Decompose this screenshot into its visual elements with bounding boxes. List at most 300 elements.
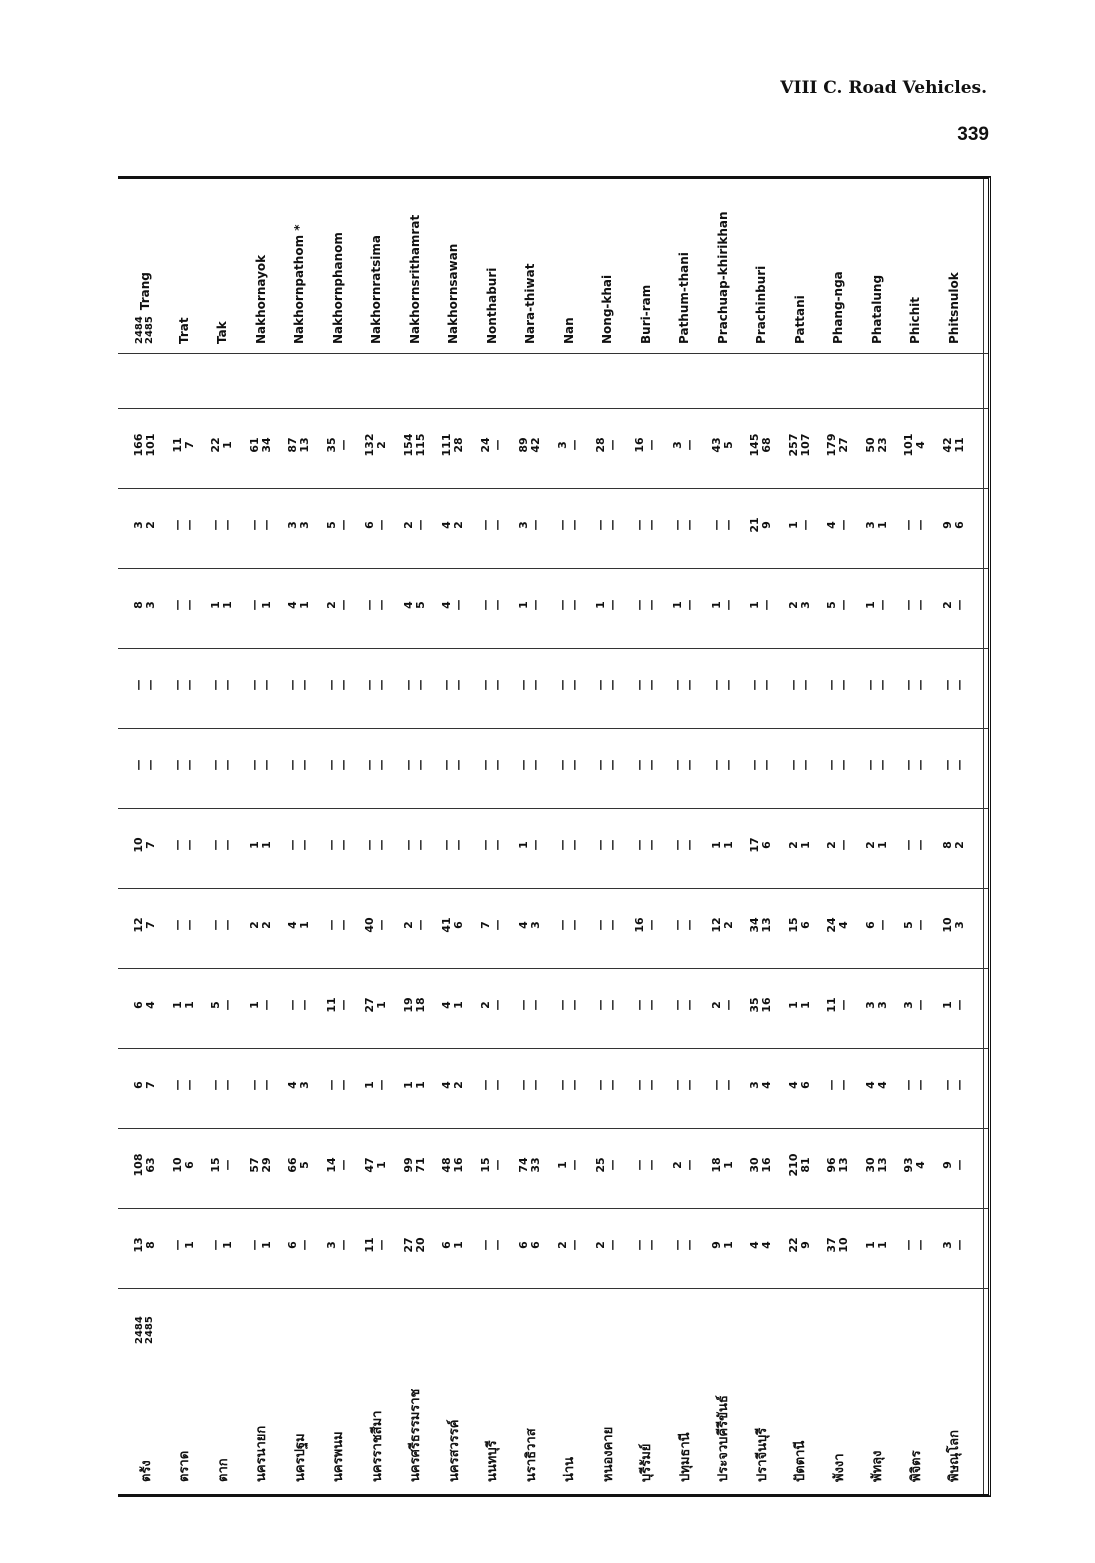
value-cell: 21 9	[748, 517, 774, 533]
value-cell: 4 —	[825, 519, 851, 531]
table-row	[319, 179, 358, 1494]
value-cell: — —	[555, 1079, 581, 1091]
value-cell: 2 2	[247, 921, 273, 929]
province-english-label: Nakhornphanom	[330, 232, 345, 344]
value-cell: 4 4	[863, 1081, 889, 1089]
province-thai-name: ตรัง	[138, 1460, 154, 1482]
value-cell: — —	[632, 599, 658, 611]
value-cell: — —	[478, 1239, 504, 1251]
value-cell: — —	[209, 519, 235, 531]
value-cell: — —	[902, 1239, 928, 1251]
value-cell: — —	[825, 1079, 851, 1091]
value-cell: 13 8	[132, 1237, 158, 1253]
value-cell: — —	[170, 599, 196, 611]
year-label-english-side: 2484 2485	[134, 316, 156, 344]
value-cell: 9 1	[709, 1241, 735, 1249]
value-cell: — —	[709, 519, 735, 531]
value-cell: — —	[247, 1079, 273, 1091]
value-cell: — —	[363, 599, 389, 611]
value-cell: 108 63	[132, 1153, 158, 1177]
value-cell: 2 —	[709, 999, 735, 1011]
value-cell: 16 —	[632, 917, 658, 933]
province-thai-name: นครศรีธรรมราช	[408, 1388, 424, 1482]
value-cell: — —	[286, 759, 312, 771]
value-cell: 57 29	[247, 1157, 273, 1173]
value-cell: — —	[247, 679, 273, 691]
value-cell: — —	[902, 759, 928, 771]
table-row	[896, 179, 935, 1494]
table-row	[858, 179, 897, 1494]
province-english-name	[550, 184, 589, 344]
value-cell: 1 1	[863, 1241, 889, 1249]
value-cell: 4 2	[440, 521, 466, 529]
table-row	[357, 179, 396, 1494]
value-cell: 3 1	[863, 521, 889, 529]
province-english-label: Tak	[215, 321, 230, 344]
value-cell: — —	[209, 679, 235, 691]
table-bottom-rule	[983, 179, 984, 1494]
value-cell: — —	[825, 679, 851, 691]
province-english-name	[588, 184, 627, 344]
province-english-name	[203, 184, 242, 344]
value-cell: — —	[632, 1159, 658, 1171]
value-cell: — —	[786, 759, 812, 771]
value-cell: 66 5	[286, 1157, 312, 1173]
table-row	[665, 179, 704, 1494]
value-cell: 17 6	[748, 837, 774, 853]
province-english-label: Phang-nga	[831, 271, 846, 344]
value-cell: 111 28	[440, 433, 466, 457]
value-cell: — —	[671, 679, 697, 691]
province-english-label: Prachinburi	[754, 265, 769, 344]
value-cell: 6 1	[440, 1241, 466, 1249]
province-english-label: Nong-khai	[600, 274, 615, 344]
value-cell: — —	[555, 759, 581, 771]
value-cell: 15 6	[786, 917, 812, 933]
value-cell: 5 —	[825, 599, 851, 611]
value-cell: 43 5	[709, 437, 735, 453]
value-cell: — —	[132, 759, 158, 771]
value-cell: — —	[902, 519, 928, 531]
value-cell: — —	[709, 679, 735, 691]
value-cell: — —	[902, 679, 928, 691]
table-row	[203, 179, 242, 1494]
table-row	[704, 179, 743, 1494]
value-cell: 11 —	[825, 997, 851, 1013]
value-cell: — —	[594, 839, 620, 851]
value-cell: 1 —	[517, 839, 543, 851]
value-cell: — —	[632, 1239, 658, 1251]
table-row	[588, 179, 627, 1494]
value-cell: 19 18	[401, 997, 427, 1013]
value-cell: 2 —	[825, 839, 851, 851]
value-cell: 4 1	[286, 601, 312, 609]
value-cell: 25 —	[594, 1157, 620, 1173]
value-cell: — —	[440, 839, 466, 851]
value-cell: — —	[209, 1079, 235, 1091]
value-cell: — —	[440, 759, 466, 771]
value-cell: 11 —	[363, 1237, 389, 1253]
value-cell: — 1	[209, 1239, 235, 1251]
province-english-name	[627, 184, 666, 344]
province-english-label: Trang	[138, 272, 153, 311]
province-thai-name: ปราจีนบุรี	[754, 1427, 770, 1482]
province-thai-name: หนองคาย	[600, 1426, 616, 1482]
value-cell: 87 13	[286, 437, 312, 453]
value-cell: — 1	[170, 1239, 196, 1251]
province-english-label: Nonthaburi	[484, 267, 499, 344]
value-cell: 1 —	[517, 599, 543, 611]
province-english-name	[473, 184, 512, 344]
province-thai-name: นนทบุรี	[485, 1440, 501, 1482]
value-cell: 93 4	[902, 1157, 928, 1173]
province-english-label: Nara-thiwat	[523, 263, 538, 344]
province-english-name	[511, 184, 550, 344]
rotated-table-body	[118, 179, 988, 1494]
table-row	[511, 179, 550, 1494]
value-cell: — —	[940, 679, 966, 691]
value-cell: 1 1	[709, 841, 735, 849]
value-cell: 2 —	[594, 1239, 620, 1251]
table-row	[396, 179, 435, 1494]
value-cell: — 1	[247, 1239, 273, 1251]
value-cell: 47 1	[363, 1157, 389, 1173]
value-cell: 35 —	[324, 437, 350, 453]
value-cell: — —	[478, 839, 504, 851]
value-cell: — —	[940, 1079, 966, 1091]
value-cell: 50 23	[863, 437, 889, 453]
value-cell: — —	[632, 999, 658, 1011]
value-cell: 257 107	[786, 433, 812, 457]
value-cell: — —	[786, 679, 812, 691]
value-cell: — —	[170, 1079, 196, 1091]
value-cell: — —	[594, 919, 620, 931]
province-thai-name: นราธิวาส	[523, 1428, 539, 1482]
table-row	[781, 179, 820, 1494]
value-cell: 14 —	[324, 1157, 350, 1173]
province-thai-name: นครปฐม	[292, 1433, 308, 1482]
value-cell: — —	[401, 759, 427, 771]
value-cell: 61 34	[247, 437, 273, 453]
table-row	[473, 179, 512, 1494]
value-cell: — —	[863, 759, 889, 771]
province-english-name	[665, 184, 704, 344]
value-cell: 2 —	[401, 519, 427, 531]
value-cell: 89 42	[517, 437, 543, 453]
value-cell: 4 1	[440, 1001, 466, 1009]
value-cell: 1 —	[594, 599, 620, 611]
value-cell: 3 —	[324, 1239, 350, 1251]
year-label-thai-side: 2484 2485	[134, 1316, 156, 1344]
province-thai-name: ปทุมธานี	[677, 1432, 693, 1482]
value-cell: 3 2	[132, 521, 158, 529]
value-cell: 179 27	[825, 433, 851, 457]
value-cell: — —	[170, 759, 196, 771]
province-english-label: Nan	[561, 317, 576, 344]
province-thai-name: บุรีรัมย์	[639, 1443, 655, 1482]
province-english-name	[280, 184, 319, 344]
table-row	[935, 179, 974, 1494]
table-row	[550, 179, 589, 1494]
table-row	[627, 179, 666, 1494]
value-cell: — —	[555, 999, 581, 1011]
value-cell: — —	[671, 839, 697, 851]
value-cell: — —	[324, 679, 350, 691]
value-cell: — —	[478, 519, 504, 531]
value-cell: — —	[555, 679, 581, 691]
value-cell: 5 —	[902, 919, 928, 931]
province-english-name	[858, 184, 897, 344]
value-cell: — 1	[247, 599, 273, 611]
province-thai-name: ประจวบคีรีขันธ์	[716, 1395, 732, 1482]
value-cell: 1 —	[863, 599, 889, 611]
value-cell: 4 4	[748, 1241, 774, 1249]
province-english-label: Nakhornayok	[253, 254, 268, 344]
value-cell: 27 1	[363, 997, 389, 1013]
province-thai-name: พังงา	[831, 1453, 847, 1482]
value-cell: 4 2	[440, 1081, 466, 1089]
value-cell: 132 2	[363, 433, 389, 457]
value-cell: — —	[594, 519, 620, 531]
province-english-label: Phatalung	[869, 274, 884, 344]
value-cell: — —	[748, 759, 774, 771]
value-cell: 1 —	[555, 1159, 581, 1171]
value-cell: — —	[555, 519, 581, 531]
value-cell: — —	[209, 919, 235, 931]
value-cell: — —	[671, 1239, 697, 1251]
value-cell: 11 —	[324, 997, 350, 1013]
value-cell: — —	[709, 1079, 735, 1091]
value-cell: — —	[517, 999, 543, 1011]
value-cell: — —	[940, 759, 966, 771]
value-cell: 96 13	[825, 1157, 851, 1173]
value-cell: — —	[478, 679, 504, 691]
value-cell: — —	[825, 759, 851, 771]
province-thai-name: น่าน	[562, 1456, 578, 1482]
province-thai-name: พิษณุโลก	[947, 1429, 963, 1482]
value-cell: — —	[632, 679, 658, 691]
value-cell: 1 1	[209, 601, 235, 609]
value-cell: — —	[478, 1079, 504, 1091]
value-cell: 2 —	[401, 919, 427, 931]
value-cell: — —	[594, 999, 620, 1011]
province-english-name	[896, 184, 935, 344]
province-english-name	[396, 184, 435, 344]
value-cell: 12 2	[709, 917, 735, 933]
table-row	[280, 179, 319, 1494]
province-english-name	[319, 184, 358, 344]
value-cell: 99 71	[401, 1157, 427, 1173]
province-english-name	[742, 184, 781, 344]
value-cell: — —	[170, 839, 196, 851]
value-cell: — —	[170, 519, 196, 531]
value-cell: 30 16	[748, 1157, 774, 1173]
value-cell: — —	[324, 919, 350, 931]
province-thai-name: ปัตตานี	[793, 1440, 809, 1482]
value-cell: 145 68	[748, 433, 774, 457]
value-cell: 166 101	[132, 433, 158, 457]
value-cell: 5 —	[324, 519, 350, 531]
value-cell: — —	[286, 679, 312, 691]
province-english-label: Nakhornsawan	[446, 243, 461, 344]
value-cell: 1 —	[363, 1079, 389, 1091]
value-cell: — —	[170, 679, 196, 691]
value-cell: — —	[209, 759, 235, 771]
province-english-name	[126, 184, 165, 344]
value-cell: 1 1	[170, 1001, 196, 1009]
table-row	[165, 179, 204, 1494]
value-cell: 8 3	[132, 601, 158, 609]
value-cell: 2 —	[324, 599, 350, 611]
value-cell: — —	[671, 919, 697, 931]
province-thai-name: นครนายก	[254, 1425, 270, 1482]
value-cell: — —	[517, 679, 543, 691]
value-cell: 10 7	[132, 837, 158, 853]
value-cell: — —	[401, 839, 427, 851]
province-thai-name: ตาก	[215, 1458, 231, 1482]
value-cell: — —	[748, 679, 774, 691]
value-cell: 6 4	[132, 1001, 158, 1009]
value-cell: 101 4	[902, 433, 928, 457]
value-cell: — —	[902, 839, 928, 851]
value-cell: 35 16	[748, 997, 774, 1013]
value-cell: — —	[517, 759, 543, 771]
value-cell: — —	[132, 679, 158, 691]
value-cell: 16 —	[632, 437, 658, 453]
value-cell: 3 —	[671, 439, 697, 451]
province-english-label: Phichit	[908, 297, 923, 344]
value-cell: 41 6	[440, 917, 466, 933]
value-cell: 2 1	[786, 841, 812, 849]
value-cell: 1 —	[709, 599, 735, 611]
value-cell: — —	[517, 1079, 543, 1091]
province-english-label: Nakhornsrithamrat	[407, 214, 422, 344]
value-cell: 154 115	[401, 433, 427, 457]
value-cell: 4 3	[517, 921, 543, 929]
value-cell: 40 —	[363, 917, 389, 933]
value-cell: — —	[209, 839, 235, 851]
province-english-label: Prachuap-khirikhan	[715, 211, 730, 344]
value-cell: 3 —	[517, 519, 543, 531]
value-cell: 9 —	[940, 1159, 966, 1171]
value-cell: — —	[286, 999, 312, 1011]
province-thai-name: นครราชสีมา	[369, 1410, 385, 1482]
table-row	[819, 179, 858, 1494]
value-cell: — —	[632, 759, 658, 771]
value-cell: 4 —	[440, 599, 466, 611]
value-cell: — —	[555, 839, 581, 851]
value-cell: — —	[478, 599, 504, 611]
value-cell: 37 10	[825, 1237, 851, 1253]
value-cell: — —	[440, 679, 466, 691]
table-row	[742, 179, 781, 1494]
value-cell: 24 4	[825, 917, 851, 933]
province-english-label: Nakhornpathom *	[292, 224, 307, 344]
value-cell: — —	[671, 519, 697, 531]
value-cell: 28 —	[594, 437, 620, 453]
value-cell: 30 13	[863, 1157, 889, 1173]
table-row	[242, 179, 281, 1494]
value-cell: 18 1	[709, 1157, 735, 1173]
value-cell: 1 —	[786, 519, 812, 531]
value-cell: 1 —	[748, 599, 774, 611]
value-cell: — —	[632, 839, 658, 851]
value-cell: 3 —	[940, 1239, 966, 1251]
value-cell: — —	[363, 759, 389, 771]
value-cell: — —	[247, 759, 273, 771]
value-cell: 12 7	[132, 917, 158, 933]
value-cell: 10 6	[170, 1157, 196, 1173]
province-english-label: Buri-ram	[638, 284, 653, 344]
province-english-label: Phitsnulok	[946, 272, 961, 344]
value-cell: — —	[671, 999, 697, 1011]
value-cell: — —	[324, 1079, 350, 1091]
value-cell: 6 6	[517, 1241, 543, 1249]
value-cell: 1 1	[786, 1001, 812, 1009]
value-cell: 6 —	[363, 519, 389, 531]
statistics-table	[118, 176, 991, 1497]
value-cell: 3 3	[286, 521, 312, 529]
value-cell: 3 4	[748, 1081, 774, 1089]
value-cell: 6 7	[132, 1081, 158, 1089]
value-cell: 2 1	[863, 841, 889, 849]
province-thai-name: นครสวรรค์	[446, 1419, 462, 1482]
province-english-name	[242, 184, 281, 344]
province-english-name	[935, 184, 974, 344]
value-cell: 15 —	[478, 1157, 504, 1173]
value-cell: — —	[324, 759, 350, 771]
province-thai-name: ตราด	[177, 1450, 193, 1482]
province-english-label: Nakhornratsima	[369, 235, 384, 344]
value-cell: 1 —	[671, 599, 697, 611]
value-cell: 1 —	[940, 999, 966, 1011]
value-cell: 9 6	[940, 521, 966, 529]
value-cell: — —	[247, 519, 273, 531]
province-english-name	[165, 184, 204, 344]
province-thai-name: พัทลุง	[870, 1450, 886, 1482]
value-cell: — —	[902, 1079, 928, 1091]
value-cell: — —	[594, 679, 620, 691]
value-cell: 6 —	[286, 1239, 312, 1251]
province-english-name	[781, 184, 820, 344]
value-cell: — —	[671, 1079, 697, 1091]
value-cell: — —	[902, 599, 928, 611]
value-cell: 210 81	[786, 1153, 812, 1177]
province-english-name	[434, 184, 473, 344]
province-thai-name: พิจิตร	[908, 1450, 924, 1482]
value-cell: — —	[594, 1079, 620, 1091]
value-cell: 4 3	[286, 1081, 312, 1089]
value-cell: — —	[671, 759, 697, 771]
value-cell: 48 16	[440, 1157, 466, 1173]
value-cell: 24 —	[478, 437, 504, 453]
value-cell: — —	[478, 759, 504, 771]
table-row	[434, 179, 473, 1494]
value-cell: 4 6	[786, 1081, 812, 1089]
value-cell: — —	[363, 839, 389, 851]
value-cell: — —	[863, 679, 889, 691]
value-cell: — —	[324, 839, 350, 851]
value-cell: 1 —	[247, 999, 273, 1011]
value-cell: 2 —	[555, 1239, 581, 1251]
value-cell: — —	[363, 679, 389, 691]
value-cell: 3 —	[555, 439, 581, 451]
value-cell: 8 2	[940, 841, 966, 849]
value-cell: — —	[555, 599, 581, 611]
province-english-name	[704, 184, 743, 344]
value-cell: — —	[170, 919, 196, 931]
value-cell: 1 1	[401, 1081, 427, 1089]
